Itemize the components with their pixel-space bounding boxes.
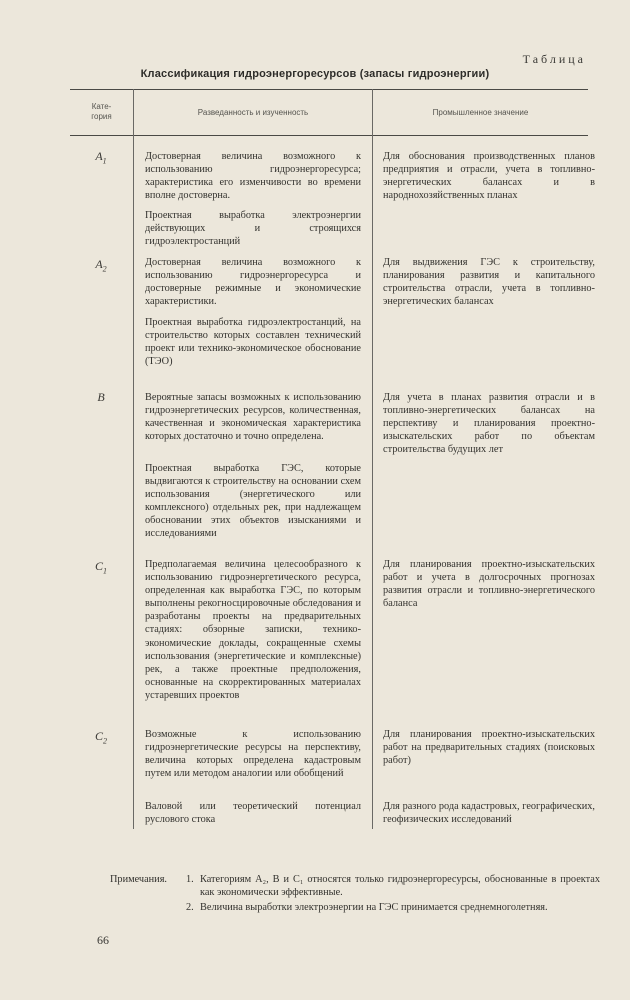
note-1-number: 1.: [186, 874, 194, 885]
header-category: [70, 102, 133, 122]
b-exploration-2: Проектная выработка ГЭС, которые выдвигаются к строительству на основании схем использования (энергетического или комплексного) отдельных рек, при надлежащем обосновании этих объектов изысканиями и исследованиями: [145, 463, 361, 540]
table-title: Классификация гидроэнергоресурсов (запасы гидроэнергии): [140, 68, 490, 80]
a1-industrial: Для обоснования производственных планов предприятия и отрасли, учета в топливно-энергетических балансах и в народнохозяйственных планах: [383, 151, 595, 202]
b-exploration-1: Вероятные запасы возможных к использованию гидроэнергетических ресурсов, количественная, качественная и экономическая характеристика которых достаточно и точно определена.: [145, 392, 361, 443]
page-number: 66: [97, 933, 109, 947]
a2-exploration-1: Достоверная величина возможного к использованию гидроэнергоресурса и достоверные режимные и экономические характеристики.: [145, 257, 361, 308]
note-2: [110, 901, 600, 914]
header-bottom-rule: [70, 135, 588, 136]
note-1: [110, 873, 600, 899]
c2-industrial-1: Для планирования проектно-изыскательских работ на предварительных стадиях (поисковых работ): [383, 729, 595, 767]
note-1-text: Категориям A₂, B и C₁ относятся только гидроэнергоресурсы, обоснованные в проектах как экономически эффективные.: [200, 874, 600, 898]
c1-industrial: Для планирования проектно-изыскательских работ и учета в долгосрочных прогнозах развития отрасли и топливно-энергетического баланса: [383, 559, 595, 610]
c2-exploration-2: Валовой или теоретический потенциал руслового стока: [145, 801, 361, 826]
category-a1: $A_1$: [95, 149, 107, 166]
note-2-text: Величина выработки электроэнергии на ГЭС принимается среднемноголетняя.: [200, 902, 548, 913]
note-2-number: 2.: [186, 902, 194, 913]
header-industrial: Промышленное значение: [432, 108, 529, 117]
category-c2: $C_2$: [94, 729, 107, 746]
header-category-line-1: Кате-: [91, 102, 112, 111]
category-a2: $A_2$: [95, 257, 107, 274]
a2-industrial: Для выдвижения ГЭС к строительству, планирования развития и капитального строительства отрасли, учета в топливно-энергетических балансах: [383, 257, 595, 308]
table-notes: [110, 873, 600, 914]
a1-exploration-2: Проектная выработка электроэнергии действующих и строящихся гидроэлектростанций: [145, 210, 361, 248]
b-industrial: Для учета в планах развития отрасли и в топливно-энергетических балансах на перспективу и планирования проектно-изыскательских работ по объектам строительства будущих лет: [383, 392, 595, 456]
column-divider-1: [133, 89, 134, 829]
category-b: B: [97, 390, 105, 404]
header-category-line-2: гория: [91, 112, 112, 121]
column-divider-2: [372, 89, 373, 829]
a1-exploration-1: Достоверная величина возможного к использованию гидроэнергоресурса; характеристика его изменчивости во времени вполне достоверна.: [145, 151, 361, 202]
c2-exploration-1: Возможные к использованию гидроэнергетические ресурсы на перспективу, величина которых определена кадастровым путем или методом аналогии или обобщений: [145, 729, 361, 780]
a2-exploration-2: Проектная выработка гидроэлектростанций, на строительство которых составлен технический проект или технико-экономическое обоснование (ТЭО): [145, 317, 361, 368]
table-top-rule: [70, 89, 588, 90]
category-c1: $C_1$: [94, 559, 107, 576]
c1-exploration: Предполагаемая величина целесообразного к использованию гидроэнергетического ресурса, определенная как выработка ГЭС, по которым выполнены рекогносцировочные обследования и разработаны проекты на предварительных стадиях: обзорные записки, технико-экономические доклады, сокращенные схемы использования (энергетические и комплексные) рек, а также проектные предположения, основанные на скорректированных материалах устаревших проектов: [145, 559, 361, 701]
c2-industrial-2: Для разного рода кадастровых, географических, геофизических исследований: [383, 801, 595, 826]
notes-label: Примечания.: [110, 874, 168, 885]
table-label: Таблица: [522, 52, 586, 66]
header-exploration: Разведанность и изученность: [197, 108, 309, 117]
